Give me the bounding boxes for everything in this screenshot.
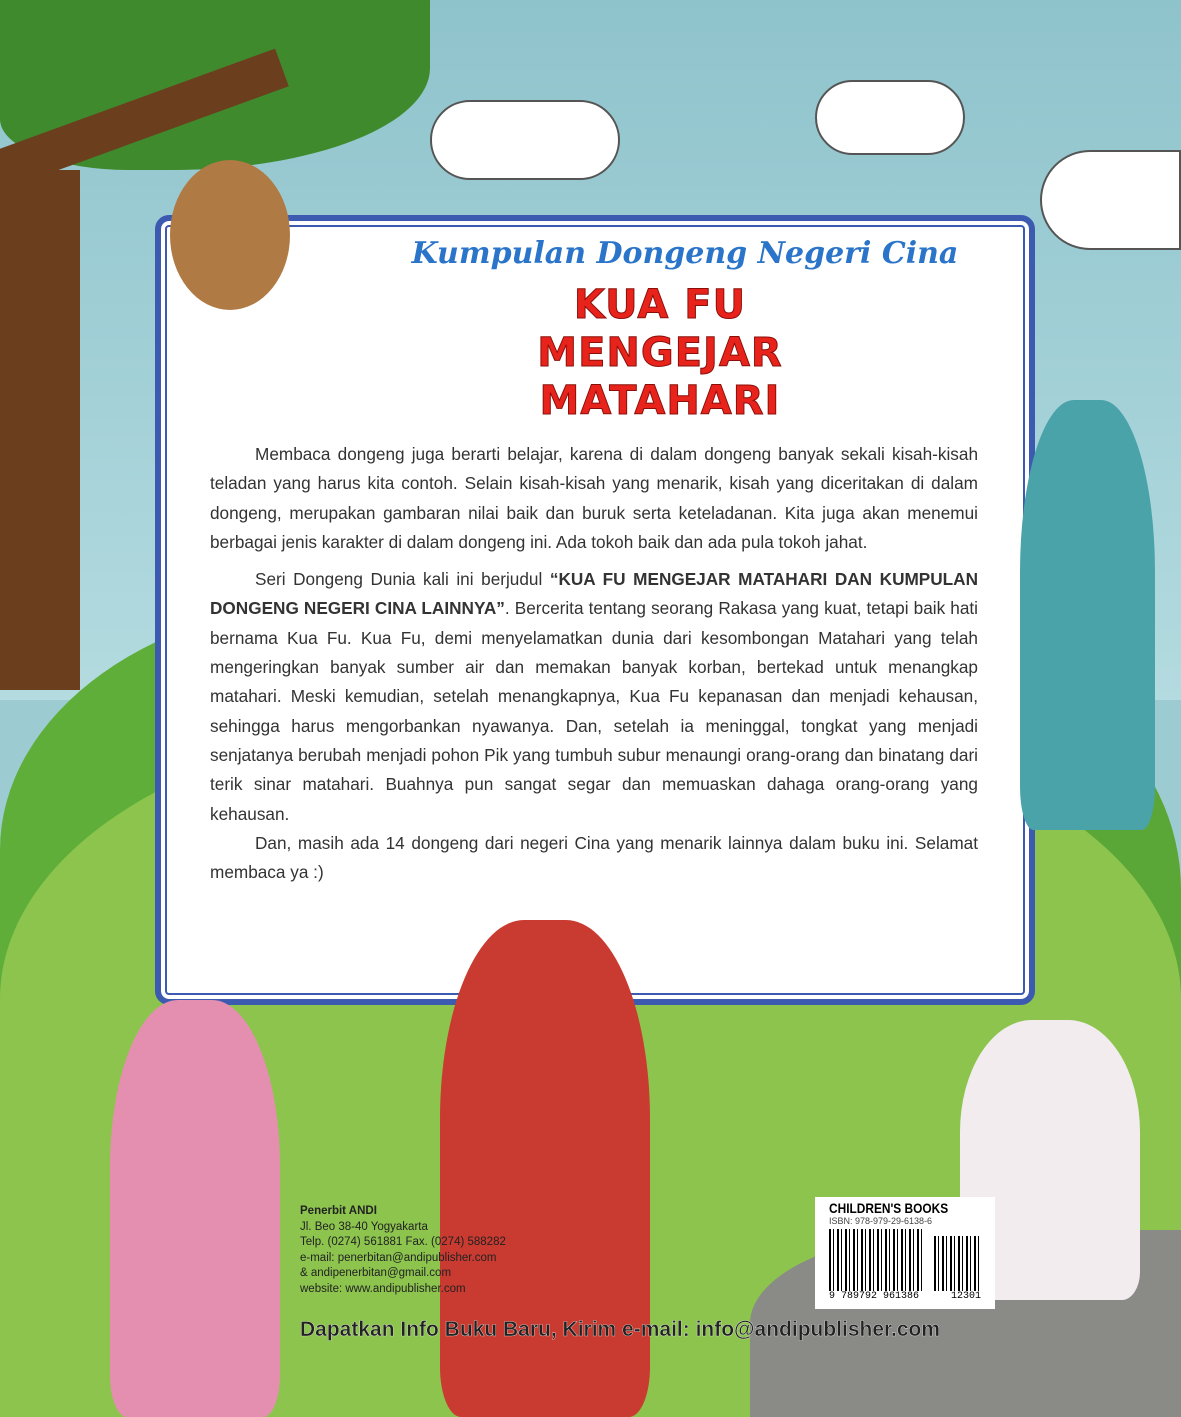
publisher-email: e-mail: penerbitan@andipublisher.com <box>300 1251 497 1264</box>
book-title-line: MATAHARI <box>539 378 781 424</box>
blurb <box>210 440 978 887</box>
isbn: ISBN: 978-979-29-6138-6 <box>829 1216 933 1226</box>
publisher-website: website: www.andipublisher.com <box>300 1282 466 1295</box>
publisher-address: Jl. Beo 38-40 Yogyakarta <box>300 1220 428 1233</box>
cloud <box>430 100 620 180</box>
series-name: “KUA FU MENGEJAR MATAHARI DAN KUMPULAN DONGENG NEGERI CINA LAINNYA” <box>210 569 978 619</box>
blurb-paragraph: Membaca dongeng juga berarti belajar, karena di dalam dongeng banyak sekali kisah-kisah teladan yang harus kita contoh. Selain kisah-kisah yang menarik, kisah yang diceritakan di dalam dongeng, merupakan gambaran nilai baik dan buruk serta keteladanan. Kita juga akan menemui berbagai jenis karakter di dalam dongeng ini. Ada tokoh baik dan ada pula tokoh jahat. <box>210 444 978 552</box>
cloud <box>815 80 965 155</box>
book-title-line: KUA FU <box>573 282 747 328</box>
text: Seri Dongeng Dunia kali ini berjudul <box>255 569 550 590</box>
series-title: Kumpulan Dongeng Negeri Cina <box>411 236 959 271</box>
text: . Bercerita tentang seorang Rakasa yang kuat, tetapi baik hati bernama Kua Fu. Kua Fu, demi menyelamatkan dunia dari kesombongan Matahari yang telah mengeringkan banyak sumber air dan memakan banyak korban, bertekad untuk menangkap matahari. Meski kemudian, setelah menangkapnya, Kua Fu kepanasan dan menjadi kehausan, sehingga harus mengorbankan nyawanya. Dan, setelah ia meninggal, tongkat yang menjadi senjatanya berubah menjadi pohon Pik yang tumbuh subur menaungi orang-orang dan binatang dari terik sinar matahari. Buahnya pun sangat segar dan memuaskan dahaga orang-orang yang kehausan. <box>210 598 978 824</box>
boy-illustration <box>1020 400 1155 830</box>
publisher-phone: Telp. (0274) 561881 Fax. (0274) 588282 <box>300 1236 506 1248</box>
book-title-line: MENGEJAR <box>537 330 783 376</box>
category-label: CHILDREN'S BOOKS <box>829 1200 949 1216</box>
barcode <box>829 1229 924 1291</box>
addon-barcode <box>934 1236 979 1291</box>
cloud <box>1040 150 1181 250</box>
barcode-box <box>815 1197 995 1309</box>
publisher-name: Penerbit ANDI <box>300 1205 377 1217</box>
blurb-paragraph <box>210 565 978 829</box>
tree-trunk <box>0 170 80 690</box>
addon-number: 12301 <box>950 1291 981 1302</box>
publisher-info <box>300 1204 506 1297</box>
girl-illustration <box>110 1000 280 1417</box>
barcode-number: 9 789792 961386 <box>829 1291 920 1302</box>
blurb-paragraph: Dan, masih ada 14 dongeng dari negeri Cina yang menarik lainnya dalam buku ini. Selamat membaca ya :) <box>210 832 978 883</box>
publisher-email-2: & andipenerbitan@gmail.com <box>300 1267 452 1279</box>
king-illustration <box>440 920 650 1417</box>
footer-info: Dapatkan Info Buku Baru, Kirim e-mail: info@andipublisher.com <box>300 1318 941 1341</box>
